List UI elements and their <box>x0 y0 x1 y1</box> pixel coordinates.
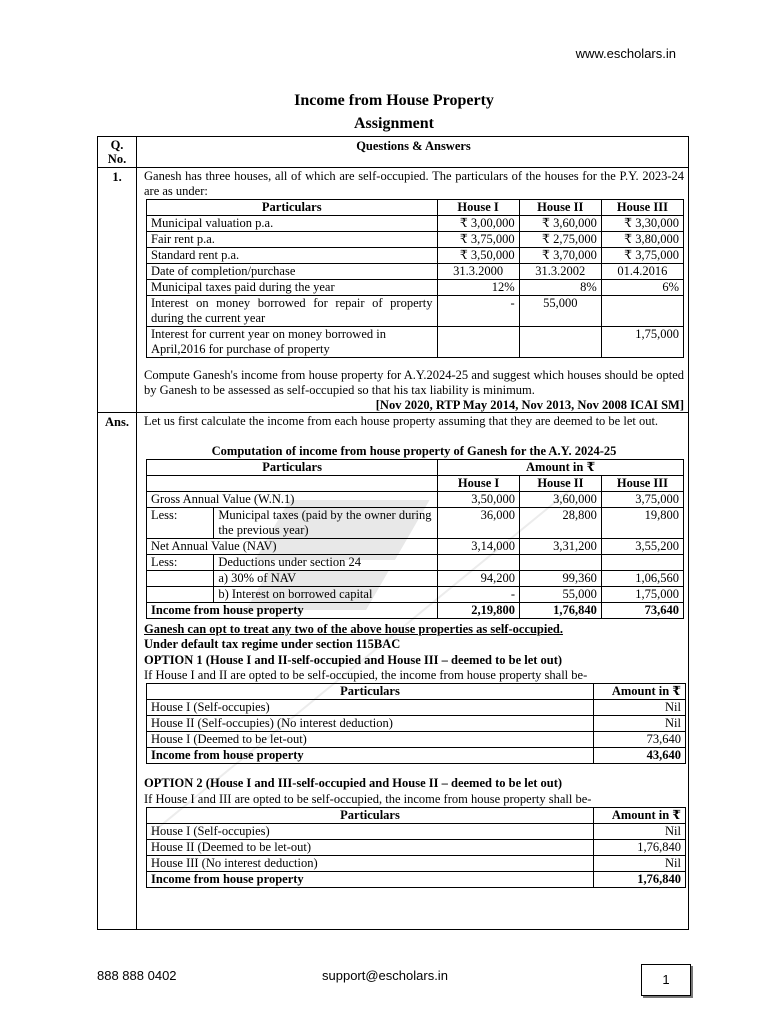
particulars-table <box>146 199 684 358</box>
question-number: 1. <box>112 170 122 184</box>
option2-desc: If House I and III are opted to be self-occupied, the income from house property shall be- <box>144 792 592 806</box>
table-cell: Fair rent p.a. <box>147 232 438 248</box>
table-cell <box>147 571 214 587</box>
option1-title: OPTION 1 (House I and II-self-occupied and House III – deemed to be let out) <box>144 653 563 667</box>
table-cell: b) Interest on borrowed capital <box>214 587 438 603</box>
table-cell: Interest for current year on money borrowed in April,2016 for purchase of property <box>147 327 438 358</box>
table-cell: 55,000 <box>519 296 601 327</box>
table-cell: 19,800 <box>601 508 683 539</box>
page-number: 1 <box>641 964 691 996</box>
qno-header: Q. No. <box>107 138 127 166</box>
table-cell: 73,640 <box>601 603 683 619</box>
table-cell: House III (No interest deduction) <box>147 856 594 872</box>
table-cell: 6% <box>601 280 683 296</box>
option2-table <box>146 807 686 888</box>
opt-note: Ganesh can opt to treat any two of the above house properties as self-occupied. <box>144 622 563 636</box>
table-cell: 1,75,000 <box>601 327 683 358</box>
table-header: Amount in ₹ <box>594 684 686 700</box>
table-cell: a) 30% of NAV <box>214 571 438 587</box>
table-cell: 43,640 <box>594 748 686 764</box>
table-cell <box>438 555 520 571</box>
question-intro: Ganesh has three houses, all of which are self-occupied. The particulars of the houses for the P.Y. 2023-24 are as under: <box>144 169 684 198</box>
table-cell: 28,800 <box>519 508 601 539</box>
table-header: Amount in ₹ <box>438 460 684 476</box>
footer-email[interactable]: support@escholars.in <box>322 968 448 983</box>
table-cell: Date of completion/purchase <box>147 264 438 280</box>
table-header: House I <box>438 476 520 492</box>
table-cell: 1,06,560 <box>601 571 683 587</box>
option1-table <box>146 683 686 764</box>
table-cell: ₹ 3,50,000 <box>437 248 519 264</box>
table-cell: ₹ 3,00,000 <box>437 216 519 232</box>
table-header: House II <box>519 476 601 492</box>
table-row <box>147 248 684 264</box>
table-cell: 1,76,840 <box>594 872 686 888</box>
table-row <box>147 508 684 539</box>
table-cell <box>147 476 438 492</box>
qa-frame <box>97 136 689 930</box>
table-cell: Municipal taxes paid during the year <box>147 280 438 296</box>
table-header-row <box>147 460 684 476</box>
table-cell: 31.3.2002 <box>519 264 601 280</box>
table-cell: ₹ 3,30,000 <box>601 216 683 232</box>
table-header: Amount in ₹ <box>594 808 686 824</box>
computation-table <box>146 459 684 619</box>
computation-title: Computation of income from house property of Ganesh for the A.Y. 2024-25 <box>211 444 617 458</box>
table-row <box>147 280 684 296</box>
question-source: [Nov 2020, RTP May 2014, Nov 2013, Nov 2008 ICAI SM] <box>375 398 684 412</box>
table-cell: Nil <box>594 856 686 872</box>
table-cell <box>601 555 683 571</box>
table-header-row <box>147 200 684 216</box>
table-header: House I <box>437 200 519 216</box>
table-cell: 1,76,840 <box>594 840 686 856</box>
table-row <box>147 856 686 872</box>
table-cell: ₹ 3,75,000 <box>601 248 683 264</box>
table-cell: 2,19,800 <box>438 603 520 619</box>
table-cell: Income from house property <box>147 748 594 764</box>
table-cell: Nil <box>594 824 686 840</box>
table-cell: Municipal taxes (paid by the owner during the previous year) <box>214 508 438 539</box>
table-cell: 3,55,200 <box>601 539 683 555</box>
table-header: House II <box>519 200 601 216</box>
header-divider <box>98 167 688 168</box>
table-header-row <box>147 684 686 700</box>
table-row <box>147 587 684 603</box>
table-cell: 12% <box>437 280 519 296</box>
table-cell: Interest on money borrowed for repair of property during the current year <box>147 296 438 327</box>
table-header: Particulars <box>147 200 438 216</box>
table-total-row <box>147 748 686 764</box>
table-cell: 3,50,000 <box>438 492 520 508</box>
table-row <box>147 840 686 856</box>
table-cell <box>147 587 214 603</box>
table-row <box>147 264 684 280</box>
question-task: Compute Ganesh's income from house property for A.Y.2024-25 and suggest which houses should be opted by Ganesh to be assessed as self-occupied so that his tax liability is minimum. <box>144 368 684 397</box>
table-cell: 1,75,000 <box>601 587 683 603</box>
table-cell: Less: <box>147 508 214 539</box>
table-row <box>147 539 684 555</box>
table-cell: Standard rent p.a. <box>147 248 438 264</box>
table-cell: Income from house property <box>147 603 438 619</box>
footer-phone[interactable]: 888 888 0402 <box>97 968 177 983</box>
table-cell: 01.4.2016 <box>601 264 683 280</box>
column-divider <box>136 137 137 929</box>
table-header: Particulars <box>147 808 594 824</box>
table-row <box>147 732 686 748</box>
website-url[interactable]: www.escholars.in <box>575 46 676 61</box>
table-cell: Net Annual Value (NAV) <box>147 539 438 555</box>
table-cell: Gross Annual Value (W.N.1) <box>147 492 438 508</box>
table-cell: 55,000 <box>519 587 601 603</box>
table-cell <box>601 296 683 327</box>
table-cell: 8% <box>519 280 601 296</box>
table-cell: 3,60,000 <box>519 492 601 508</box>
table-header: Particulars <box>147 460 438 476</box>
table-cell: Nil <box>594 700 686 716</box>
table-cell: ₹ 3,60,000 <box>519 216 601 232</box>
table-cell: ₹ 2,75,000 <box>519 232 601 248</box>
table-cell: House I (Self-occupies) <box>147 824 594 840</box>
table-row <box>147 555 684 571</box>
table-row <box>147 571 684 587</box>
table-cell: 73,640 <box>594 732 686 748</box>
table-cell: Deductions under section 24 <box>214 555 438 571</box>
table-header-row <box>147 476 684 492</box>
answer-label: Ans. <box>105 415 129 429</box>
table-cell: Less: <box>147 555 214 571</box>
table-cell: ₹ 3,70,000 <box>519 248 601 264</box>
table-row <box>147 700 686 716</box>
table-cell: Municipal valuation p.a. <box>147 216 438 232</box>
table-cell: House I (Self-occupies) <box>147 700 594 716</box>
table-cell: 31.3.2000 <box>437 264 519 280</box>
table-row <box>147 296 684 327</box>
table-cell: 94,200 <box>438 571 520 587</box>
table-cell: 3,14,000 <box>438 539 520 555</box>
regime-note: Under default tax regime under section 115BAC <box>144 637 401 651</box>
table-row <box>147 824 686 840</box>
table-row <box>147 716 686 732</box>
table-cell: Income from house property <box>147 872 594 888</box>
table-cell: - <box>437 296 519 327</box>
table-cell: House II (Deemed to be let-out) <box>147 840 594 856</box>
table-cell: 36,000 <box>438 508 520 539</box>
qa-header: Questions & Answers <box>356 139 471 153</box>
table-cell: ₹ 3,80,000 <box>601 232 683 248</box>
table-cell: ₹ 3,75,000 <box>437 232 519 248</box>
table-cell <box>437 327 519 358</box>
table-cell <box>519 327 601 358</box>
table-header: Particulars <box>147 684 594 700</box>
table-row <box>147 216 684 232</box>
table-cell: 1,76,840 <box>519 603 601 619</box>
answer-intro: Let us first calculate the income from each house property assuming that they are deemed to be let out. <box>144 414 659 428</box>
option1-desc: If House I and II are opted to be self-occupied, the income from house property shall be- <box>144 668 588 682</box>
table-cell: House II (Self-occupies) (No interest deduction) <box>147 716 594 732</box>
table-cell <box>519 555 601 571</box>
table-total-row <box>147 603 684 619</box>
table-cell: House I (Deemed to be let-out) <box>147 732 594 748</box>
table-row <box>147 492 684 508</box>
document-title: Income from House Property <box>294 92 494 109</box>
table-cell: 3,31,200 <box>519 539 601 555</box>
table-cell: Nil <box>594 716 686 732</box>
table-cell: 99,360 <box>519 571 601 587</box>
table-row <box>147 232 684 248</box>
table-total-row <box>147 872 686 888</box>
table-row <box>147 327 684 358</box>
document-subtitle: Assignment <box>353 115 434 132</box>
table-header-row <box>147 808 686 824</box>
table-cell: - <box>438 587 520 603</box>
table-cell: 3,75,000 <box>601 492 683 508</box>
table-header: House III <box>601 476 683 492</box>
table-header: House III <box>601 200 683 216</box>
option2-title: OPTION 2 (House I and III-self-occupied and House II – deemed to be let out) <box>144 776 563 790</box>
